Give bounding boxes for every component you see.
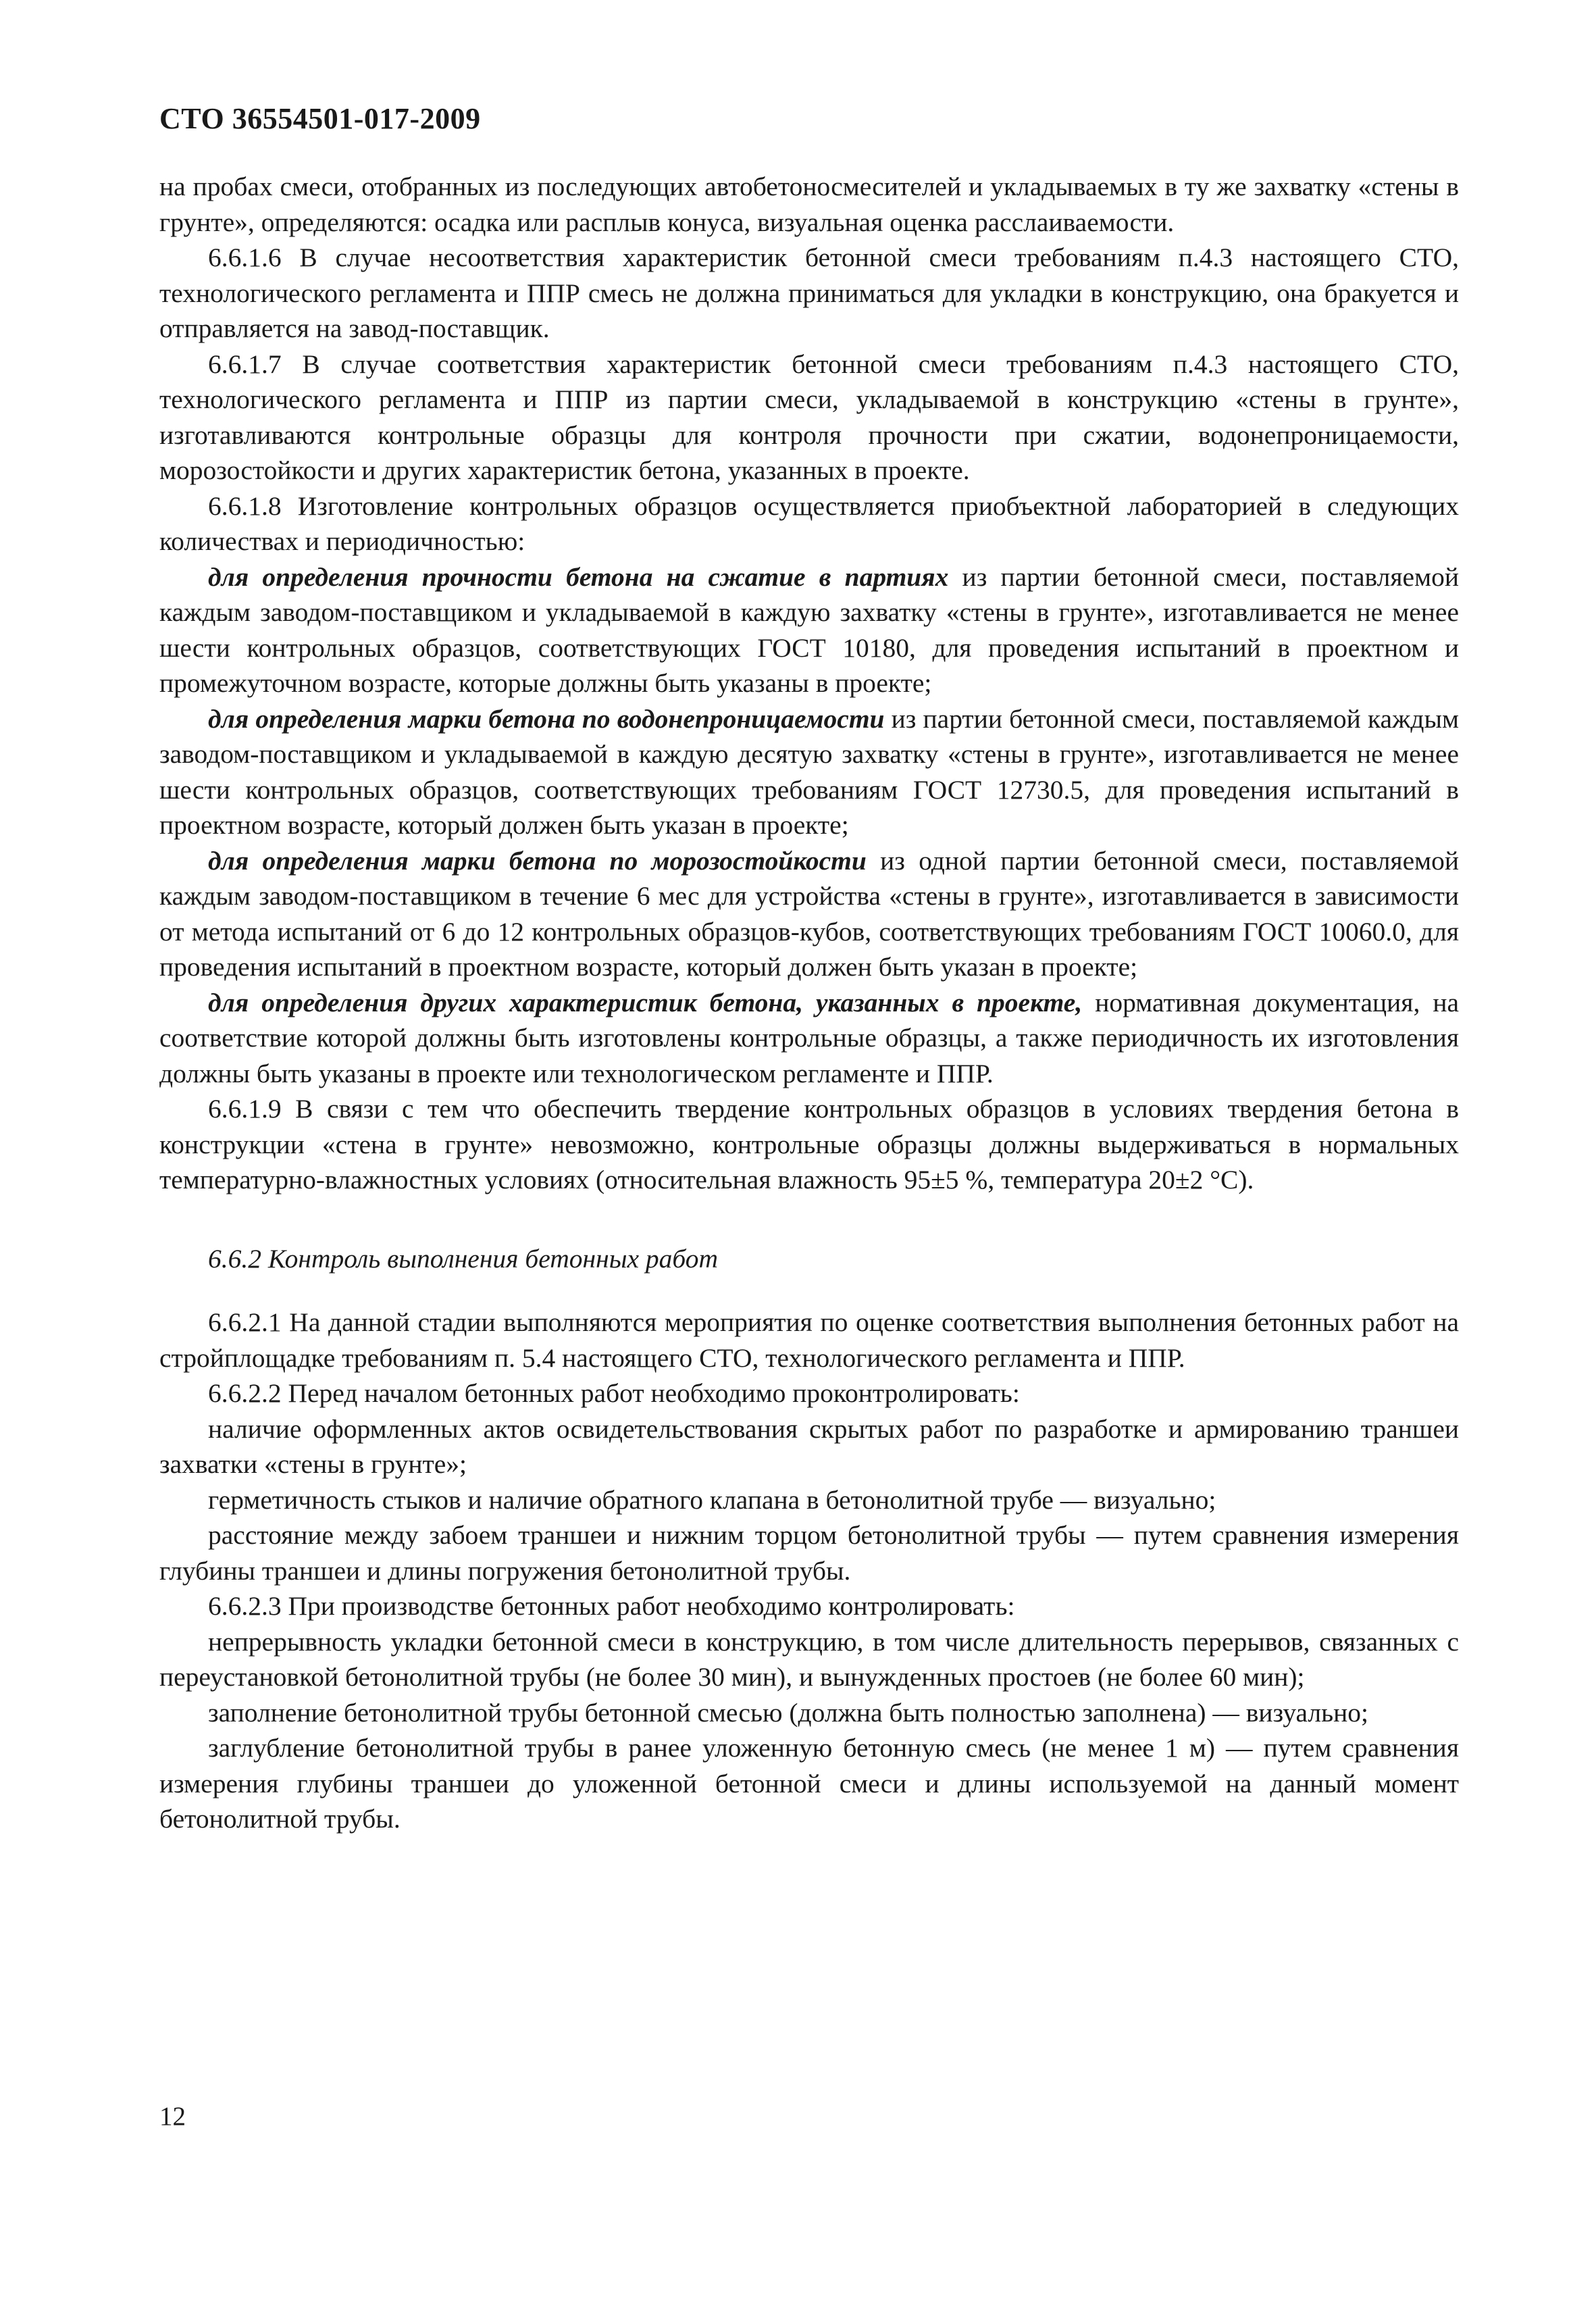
page-number: 12 — [159, 2102, 186, 2131]
paragraph: непрерывность укладки бетонной смеси в конструкцию, в том числе длительность перерывов, связанных с переустановкой бетонолитной трубы (не более 30 мин), и вынужденных простоев (не более 60 мин); — [159, 1626, 1459, 1692]
paragraph: на пробах смеси, отобранных из последующих автобетоносмесителей и укладываемых в ту же захватку «стены в грунте», определяются: осадка или расплыв конуса, визуальная оценка расслаиваемости. — [159, 172, 1459, 237]
paragraph: 6.6.1.9 В связи с тем что обеспечить твердение контрольных образцов в условиях твердения бетона в конструкции «стена в грунте» невозможно, контрольные образцы должны выдерживаться в нормальных температурно-влажностных условиях (относительная влажность 95±5 %, температура 20±2 °С). — [159, 1094, 1459, 1194]
paragraph: 6.6.2.3 При производстве бетонных работ необходимо контролировать: — [208, 1591, 1015, 1621]
sample-item — [159, 985, 1459, 1092]
paragraph: 6.6.2.2 Перед началом бетонных работ необходимо проконтролировать: — [208, 1378, 1020, 1408]
document-body — [159, 169, 1459, 1837]
section-title: 6.6.2 Контроль выполнения бетонных работ — [208, 1243, 719, 1274]
paragraph: наличие оформленных актов освидетельствования скрытых работ по разработке и армированию траншеи захватки «стены в грунте»; — [159, 1413, 1459, 1479]
paragraph: 6.6.2.1 На данной стадии выполняются мероприятия по оценке соответствия выполнения бетонных работ на стройплощадке требованиям п. 5.4 настоящего СТО, технологического регламента и ППР. — [159, 1307, 1459, 1373]
paragraph: 6.6.1.7 В случае соответствия характеристик бетонной смеси требованиям п.4.3 настоящего СТО, технологического регламента и ППР из партии смеси, укладываемой в конструкцию «стены в грунте», изготавливаются контрольные образцы для контроля прочности при сжатии, водонепроницаемости, морозостойкости и других характеристик бетона, указанных в проекте. — [159, 349, 1459, 485]
sample-item — [159, 701, 1459, 843]
paragraph: 6.6.1.8 Изготовление контрольных образцов осуществляется приобъектной лабораторией в следующих количествах и периодичностью: — [159, 491, 1459, 556]
paragraph: расстояние между забоем траншеи и нижним торцом бетонолитной трубы — путем сравнения измерения глубины траншеи и длины погружения бетонолитной трубы. — [159, 1520, 1459, 1586]
paragraph: герметичность стыков и наличие обратного клапана в бетонолитной трубе — визуально; — [208, 1484, 1216, 1515]
document-code-header: СТО 36554501-017-2009 — [159, 102, 481, 135]
sample-item-text: из партии бетонной смеси, поставляемой каждым заводом-поставщиком и укладываемой в каждую десятую захватку «стены в грунте», изготавливается не менее шести контрольных образцов, соответствующих требованиям ГОСТ 12730.5, для проведения испытаний в проектном возрасте, который должен быть указан в проекте; — [159, 703, 1459, 840]
paragraph: заполнение бетонолитной трубы бетонной смесью (должна быть полностью заполнена) — визуально; — [208, 1697, 1369, 1728]
sample-item-lead: для определения марки бетона по водонепроницаемости — [208, 703, 885, 734]
sample-item-lead: для определения прочности бетона на сжатие в партиях — [208, 561, 949, 592]
sample-item-lead: для определения других характеристик бетона, указанных в проекте, — [208, 987, 1083, 1017]
sample-item — [159, 559, 1459, 701]
sample-item-text: из партии бетонной смеси, поставляемой каждым заводом-поставщиком и укладываемой в каждую захватку «стены в грунте», изготавливается не менее шести контрольных образцов, соответствующих ГОСТ 10180, для проведения испытаний в проектном и промежуточном возрасте, которые должны быть указаны в проекте; — [159, 561, 1459, 698]
sample-item — [159, 843, 1459, 985]
paragraph: 6.6.1.6 В случае несоответствия характеристик бетонной смеси требованиям п.4.3 настоящего СТО, технологического регламента и ППР смесь не должна приниматься для укладки в конструкцию, она бракуется и отправляется на завод-поставщик. — [159, 243, 1459, 343]
sample-item-lead: для определения марки бетона по морозостойкости — [208, 845, 867, 876]
sample-item-text: нормативная документация, на соответствие которой должны быть изготовлены контрольные образцы, а также периодичность их изготовления должны быть указаны в проекте или технологическом регламенте и ППР. — [159, 987, 1459, 1088]
paragraph: заглубление бетонолитной трубы в ранее уложенную бетонную смесь (не менее 1 м) — путем сравнения измерения глубины траншеи до уложенной бетонной смеси и длины используемой на данный момент бетонолитной трубы. — [159, 1733, 1459, 1834]
sample-item-text: из одной партии бетонной смеси, поставляемой каждым заводом-поставщиком в течение 6 мес для устройства «стены в грунте», изготавливается в зависимости от метода испытаний от 6 до 12 контрольных образцов-кубов, соответствующих требованиям ГОСТ 10060.0, для проведения испытаний в проектном возрасте, который должен быть указан в проекте; — [159, 845, 1459, 982]
